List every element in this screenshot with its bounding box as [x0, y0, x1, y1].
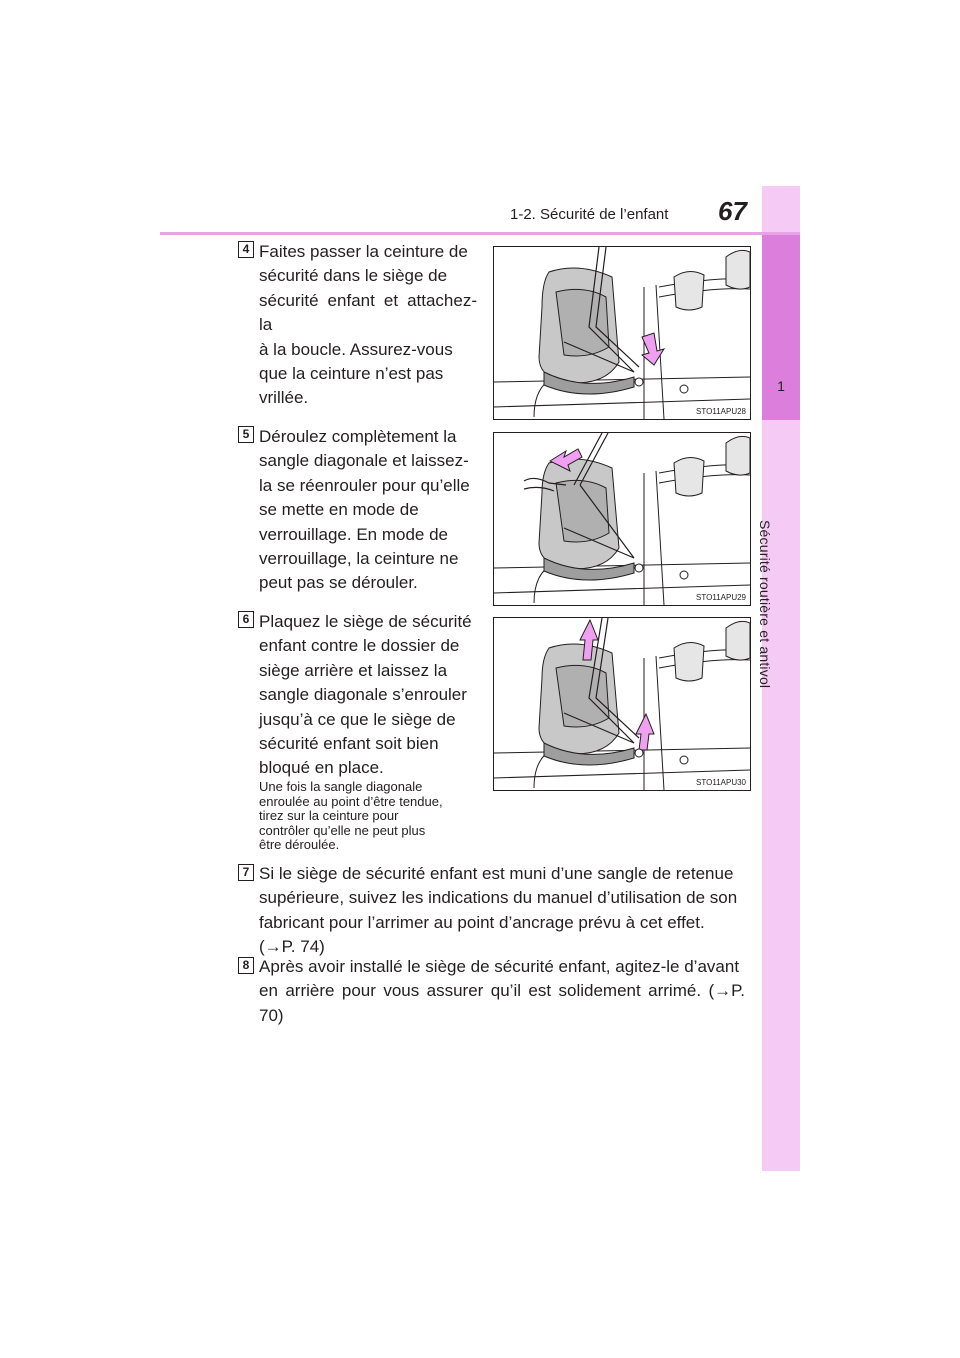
text-line: jusqu’à ce que le siège de [259, 709, 456, 729]
illustration-step-5 [493, 432, 751, 606]
note-line: tirez sur la ceinture pour [259, 808, 399, 823]
text-line: sangle diagonale s’enrouler [259, 685, 467, 705]
text-line: sécurité dans le siège de [259, 266, 448, 286]
note-line: enroulée au point d’être tendue, [259, 793, 443, 809]
child-seat-illustration [494, 247, 750, 419]
figure-code: STO11APU28 [696, 407, 746, 416]
text-line: Déroulez complètement la [259, 427, 457, 446]
text-line: verrouillage, la ceinture ne [259, 549, 459, 569]
illustration-step-4 [493, 246, 751, 420]
text-line: à la boucle. Assurez-vous [259, 339, 453, 359]
step-number-5: 5 [238, 426, 254, 443]
text-line: vrillée. [259, 388, 309, 408]
step-8-text [259, 955, 745, 1028]
step-number-7: 7 [238, 864, 254, 881]
figure-code: STO11APU29 [696, 593, 746, 602]
note-line: contrôler qu’elle ne peut plus [259, 822, 426, 838]
illustration-step-6 [493, 617, 751, 791]
child-seat-illustration [494, 433, 750, 605]
page-number: 67 [718, 196, 747, 226]
chapter-number: 1 [777, 378, 785, 394]
text-line: sangle diagonale et laissez- [259, 451, 469, 471]
child-seat-illustration [494, 618, 750, 790]
section-title: 1-2. Sécurité de l’enfant [510, 206, 669, 223]
text-line: verrouillage. En mode de [259, 524, 449, 544]
text-line: enfant contre le dossier de [259, 636, 460, 656]
step-number-6: 6 [238, 611, 254, 628]
step-number-4: 4 [238, 241, 254, 258]
step-7-text [259, 862, 745, 960]
text-line: sécurité enfant soit bien [259, 734, 439, 754]
text-line: Après avoir installé le siège de sécurité enfant, agitez-le d’avant [259, 957, 740, 976]
text-line: Plaquez le siège de sécurité [259, 612, 472, 631]
text-line: Faites passer la ceinture de [259, 242, 468, 261]
text-line: se mette en mode de [259, 500, 419, 520]
note-line: être déroulée. [259, 837, 340, 852]
step-4-text [259, 240, 477, 411]
chapter-label: Sécurité routière et antivol [757, 520, 773, 689]
text-line: peut pas se dérouler. [259, 573, 418, 593]
note-line: Une fois la sangle diagonale [259, 779, 423, 794]
text-line: la se réenrouler pour qu’elle [259, 475, 470, 495]
text-line: (→P. 74) [259, 937, 325, 957]
step-5-text [259, 425, 477, 596]
text-line: en arrière pour vous assurer qu’il est solidement arrimé. (→P. 70) [259, 981, 745, 1025]
step-6-note [259, 780, 477, 853]
text-line: fabricant pour l’arrimer au point d’ancrage prévu à cet effet. [259, 912, 705, 932]
header-rule [160, 232, 762, 235]
text-line: bloqué en place. [259, 758, 384, 778]
figure-code: STO11APU30 [696, 778, 746, 787]
step-number-8: 8 [238, 957, 254, 974]
step-6-text [259, 610, 477, 781]
text-line: Si le siège de sécurité enfant est muni d’une sangle de retenue [259, 864, 734, 883]
chapter-tab-rule [762, 232, 800, 235]
text-line: siège arrière et laissez la [259, 660, 448, 680]
text-line: sécurité enfant et attachez-la [259, 290, 477, 335]
text-line: supérieure, suivez les indications du manuel d’utilisation de son [259, 888, 738, 908]
text-line: que la ceinture n’est pas [259, 364, 444, 384]
